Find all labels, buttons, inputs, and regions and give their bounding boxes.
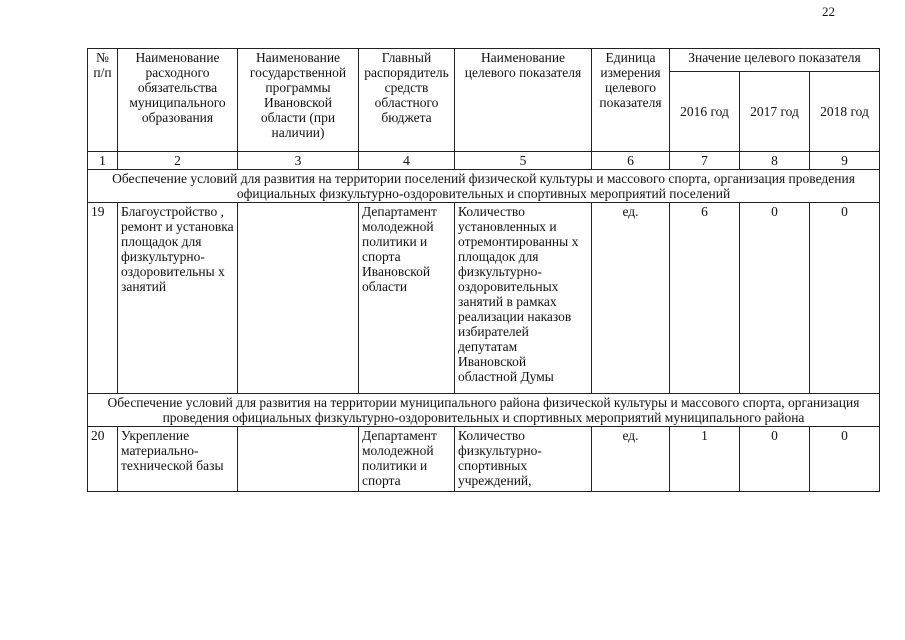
row-unit: ед.: [592, 203, 670, 394]
column-number: 9: [810, 152, 880, 170]
table-row: [88, 203, 880, 394]
row-expense: Благоустройство , ремонт и установка площадок для физкультурно-оздоровительны х занятий: [118, 203, 238, 394]
column-number: 1: [88, 152, 118, 170]
row-value-2017: 0: [740, 203, 810, 394]
page-number: 22: [822, 4, 835, 19]
row-value-2016: 6: [670, 203, 740, 394]
column-number-row: [88, 152, 880, 170]
column-number: 2: [118, 152, 238, 170]
table-row: [88, 427, 880, 492]
row-value-2016: 1: [670, 427, 740, 492]
row-program: [238, 203, 359, 394]
row-value-2018: 0: [810, 427, 880, 492]
header-manager: Главный распорядитель средств областного бюджета: [359, 49, 455, 152]
row-num: 20: [88, 427, 118, 492]
row-program: [238, 427, 359, 492]
column-number: 3: [238, 152, 359, 170]
row-manager: Департамент молодежной политики и спорта Ивановской области: [359, 203, 455, 394]
row-value-2017: 0: [740, 427, 810, 492]
row-indicator: Количество установленных и отремонтированны х площадок для физкультурно-оздоровительных занятий в рамках реализации наказов избирателей депутатам Ивановской областной Думы: [455, 203, 592, 394]
row-value-2018: 0: [810, 203, 880, 394]
header-year-2016: 2016 год: [670, 72, 740, 152]
target-indicators-table: [87, 48, 880, 492]
column-number: 6: [592, 152, 670, 170]
row-unit: ед.: [592, 427, 670, 492]
header-expense: Наименование расходного обязательства муниципального образования: [118, 49, 238, 152]
row-indicator: Количество физкультурно-спортивных учреждений,: [455, 427, 592, 492]
column-number: 8: [740, 152, 810, 170]
header-indicator: Наименование целевого показателя: [455, 49, 592, 152]
column-number: 4: [359, 152, 455, 170]
row-expense: Укрепление материально-технической базы: [118, 427, 238, 492]
header-program: Наименование государственной программы Ивановской области (при наличии): [238, 49, 359, 152]
section-heading-row: [88, 170, 880, 203]
section-heading-settlements: Обеспечение условий для развития на территории поселений физической культуры и массового спорта, организация проведения официальных физкультурно-оздоровительных и спортивных мероприятий поселений: [88, 170, 880, 203]
row-manager: Департамент молодежной политики и спорта: [359, 427, 455, 492]
header-num: № п/п: [88, 49, 118, 152]
header-values: Значение целевого показателя: [670, 49, 880, 72]
row-num: 19: [88, 203, 118, 394]
column-number: 7: [670, 152, 740, 170]
header-year-2017: 2017 год: [740, 72, 810, 152]
header-row: [88, 49, 880, 72]
header-year-2018: 2018 год: [810, 72, 880, 152]
header-unit: Единица измерения целевого показателя: [592, 49, 670, 152]
column-number: 5: [455, 152, 592, 170]
section-heading-row: [88, 394, 880, 427]
section-heading-district: Обеспечение условий для развития на территории муниципального района физической культуры и массового спорта, организация проведения официальных физкультурно-оздоровительных и спортивных мероприятий муниципального района: [88, 394, 880, 427]
